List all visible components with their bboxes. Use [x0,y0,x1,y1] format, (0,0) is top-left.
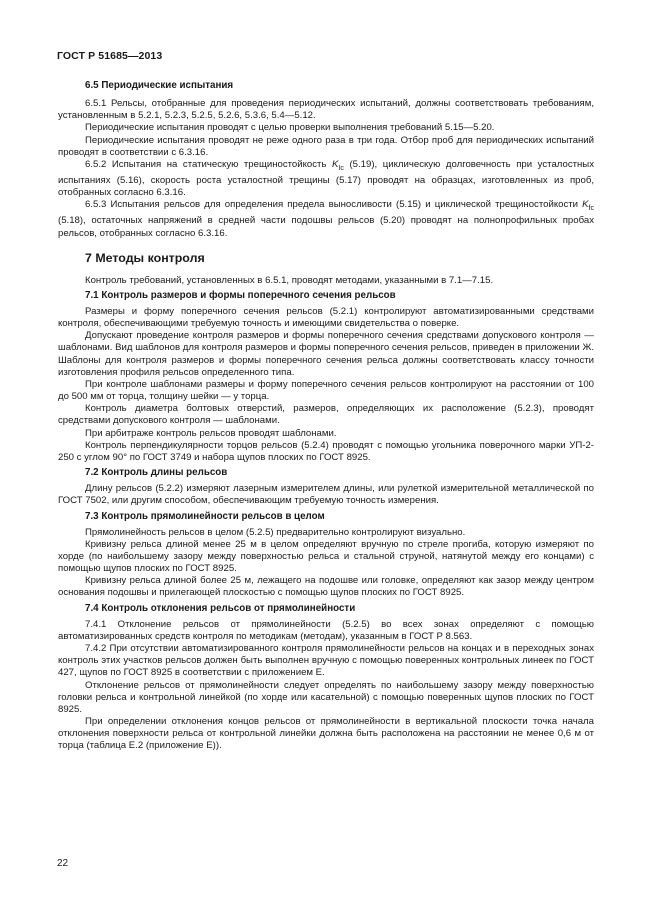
paragraph-7-3-c: Кривизну рельса длиной более 25 м, лежащего на подошве или головке, определяют как зазор между центром основания подошвы и прилегающей плоскостью с помощью щупов плоских по ГОСТ 8925. [58,575,594,599]
paragraph-6-5-2 [58,159,594,199]
section-title-6-5: 6.5 Периодические испытания [85,80,234,91]
paragraph-7-intro: Контроль требований, установленных в 6.5.1, проводят методами, указанными в 7.1—7.15. [85,274,494,286]
paragraph-6-5-1-b: Периодические испытания проводят с целью проверки выполнения требований 5.15—5.20. [85,122,495,134]
symbol-k: K [332,158,339,170]
section-title-7-4: 7.4 Контроль отклонения рельсов от прямолинейности [85,602,356,614]
section-title-7-2: 7.2 Контроль длины рельсов [85,467,228,479]
paragraph-7-1-d: Контроль диаметра болтовых отверстий, размеров, определяющих их расположение (5.2.3), проводят средствами допускового контроля — шаблонами. [58,403,594,427]
text-run: (5.19), циклическую долговечность при усталостных испытаниях (5.16), скорость роста усталостной трещины (5.17) проводят на образцах, изготовленных из проб, отобранных согласно 6.3.16. [58,158,594,199]
paragraph-7-4-2-c: При определении отклонения концов рельсов от прямолинейности в вертикальной плоскости точка начала отклонения поверхности рельса от контрольной линейки должна быть расположена на расстоянии не менее 0,6 м от торца (таблица Е.2 (приложение Е)). [58,716,594,752]
paragraph-6-5-1-c: Периодические испытания проводят не реже одного раза в три года. Отбор проб для периодических испытаний проводят в соответствии с 6.3.16. [58,134,594,158]
paragraph-7-4-2-b: Отклонение рельсов от прямолинейности следует определять по наибольшему зазору между поверхностью головки рельса и контрольной линейкой (по хорде или касательной) с помощью поверенных щупов плоских по ГОСТ 8925. [58,679,594,715]
symbol-subscript: Ic [338,164,344,172]
paragraph-6-5-3 [58,199,594,239]
paragraph-7-4-2: 7.4.2 При отсутствии автоматизированного контроля прямолинейности рельсов на концах и в переходных зонах контроль этих участков рельсов должен быть выполнен вручную с помощью поверенных контрольных линеек по ГОСТ 427, щупов по ГОСТ 8925 в соответствии с приложением Е. [58,643,594,679]
page-content [58,80,594,752]
paragraph-7-3-b: Кривизну рельса длиной менее 25 м в целом определяют вручную по стреле прогиба, которую измеряют по хорде (по наибольшему зазору между поверхностью рельса и стальной струной, натянутой между его концами) с помощью щупов плоских по ГОСТ 8925. [58,538,594,575]
paragraph-7-1-e: При арбитраже контроль рельсов проводят шаблонами. [85,427,337,439]
paragraph-6-5-1: 6.5.1 Рельсы, отобранные для проведения периодических испытаний, должны соответствовать требованиям, установленным в 5.2.1, 5.2.3, 5.2.5, 5.2.6, 5.3.6, 5.4—5.12. [58,98,594,122]
text-run: 6.5.2 Испытания на статическую трещиностойкость [85,158,333,170]
paragraph-7-3-a: Прямолинейность рельсов в целом (5.2.5) предварительно контролируют визуально. [85,526,466,538]
paragraph-7-4-1: 7.4.1 Отклонение рельсов от прямолинейности (5.2.5) во всех зонах определяют с помощью автоматизированных средств контроля по методикам (методам), указанным в ГОСТ Р 8.563. [58,618,594,642]
section-title-7-1: 7.1 Контроль размеров и формы поперечного сечения рельсов [85,289,396,301]
section-title-7-3: 7.3 Контроль прямолинейности рельсов в целом [85,510,325,522]
chapter-title-7: 7 Методы контроля [85,250,205,265]
paragraph-7-2-a: Длину рельсов (5.2.2) измеряют лазерным измерителем длины, или рулеткой измерительной металлической по ГОСТ 7502, или другим способом, обеспечивающим требуемую точность измерения. [58,483,594,507]
standard-header: ГОСТ Р 51685—2013 [57,50,163,62]
symbol-k: K [582,199,589,211]
text-run: (5.18), остаточных напряжений в средней части подошвы рельсов (5.20) проводят на полнопрофильных пробах рельсов, отобранных согласно 6.3.16. [58,215,594,239]
paragraph-7-1-b: Допускают проведение контроля размеров и формы поперечного сечения средствами допускового контроля — шаблонами. Вид шаблонов для контроля размеров и формы поперечного сечения рельсов, приведен в приложении Ж. Шаблоны для контроля размеров и формы поперечного сечения рельса должны соответствовать классу точности изготовления профиля рельсов определенного типа. [58,330,594,378]
paragraph-7-1-c: При контроле шаблонами размеры и форму поперечного сечения рельсов контролируют на расстоянии от 100 до 500 мм от торца, толщину шейки — у торца. [58,378,594,403]
paragraph-7-1-a: Размеры и форму поперечного сечения рельсов (5.2.1) контролируют автоматизированными средствами контроля, обеспечивающими требуемую точность и имеющими свидетельства о поверке. [58,306,594,330]
text-run: 6.5.3 Испытания рельсов для определения предела выносливости (5.15) и циклической трещиностойкости [85,199,583,211]
page-number: 22 [57,858,69,869]
symbol-subscript: fc [588,205,594,213]
paragraph-7-1-f: Контроль перпендикулярности торцов рельсов (5.2.4) проводят с помощью угольника поверочного марки УП-2-250 с углом 90° по ГОСТ 3749 и набора щупов плоских по ГОСТ 8925. [58,439,594,463]
